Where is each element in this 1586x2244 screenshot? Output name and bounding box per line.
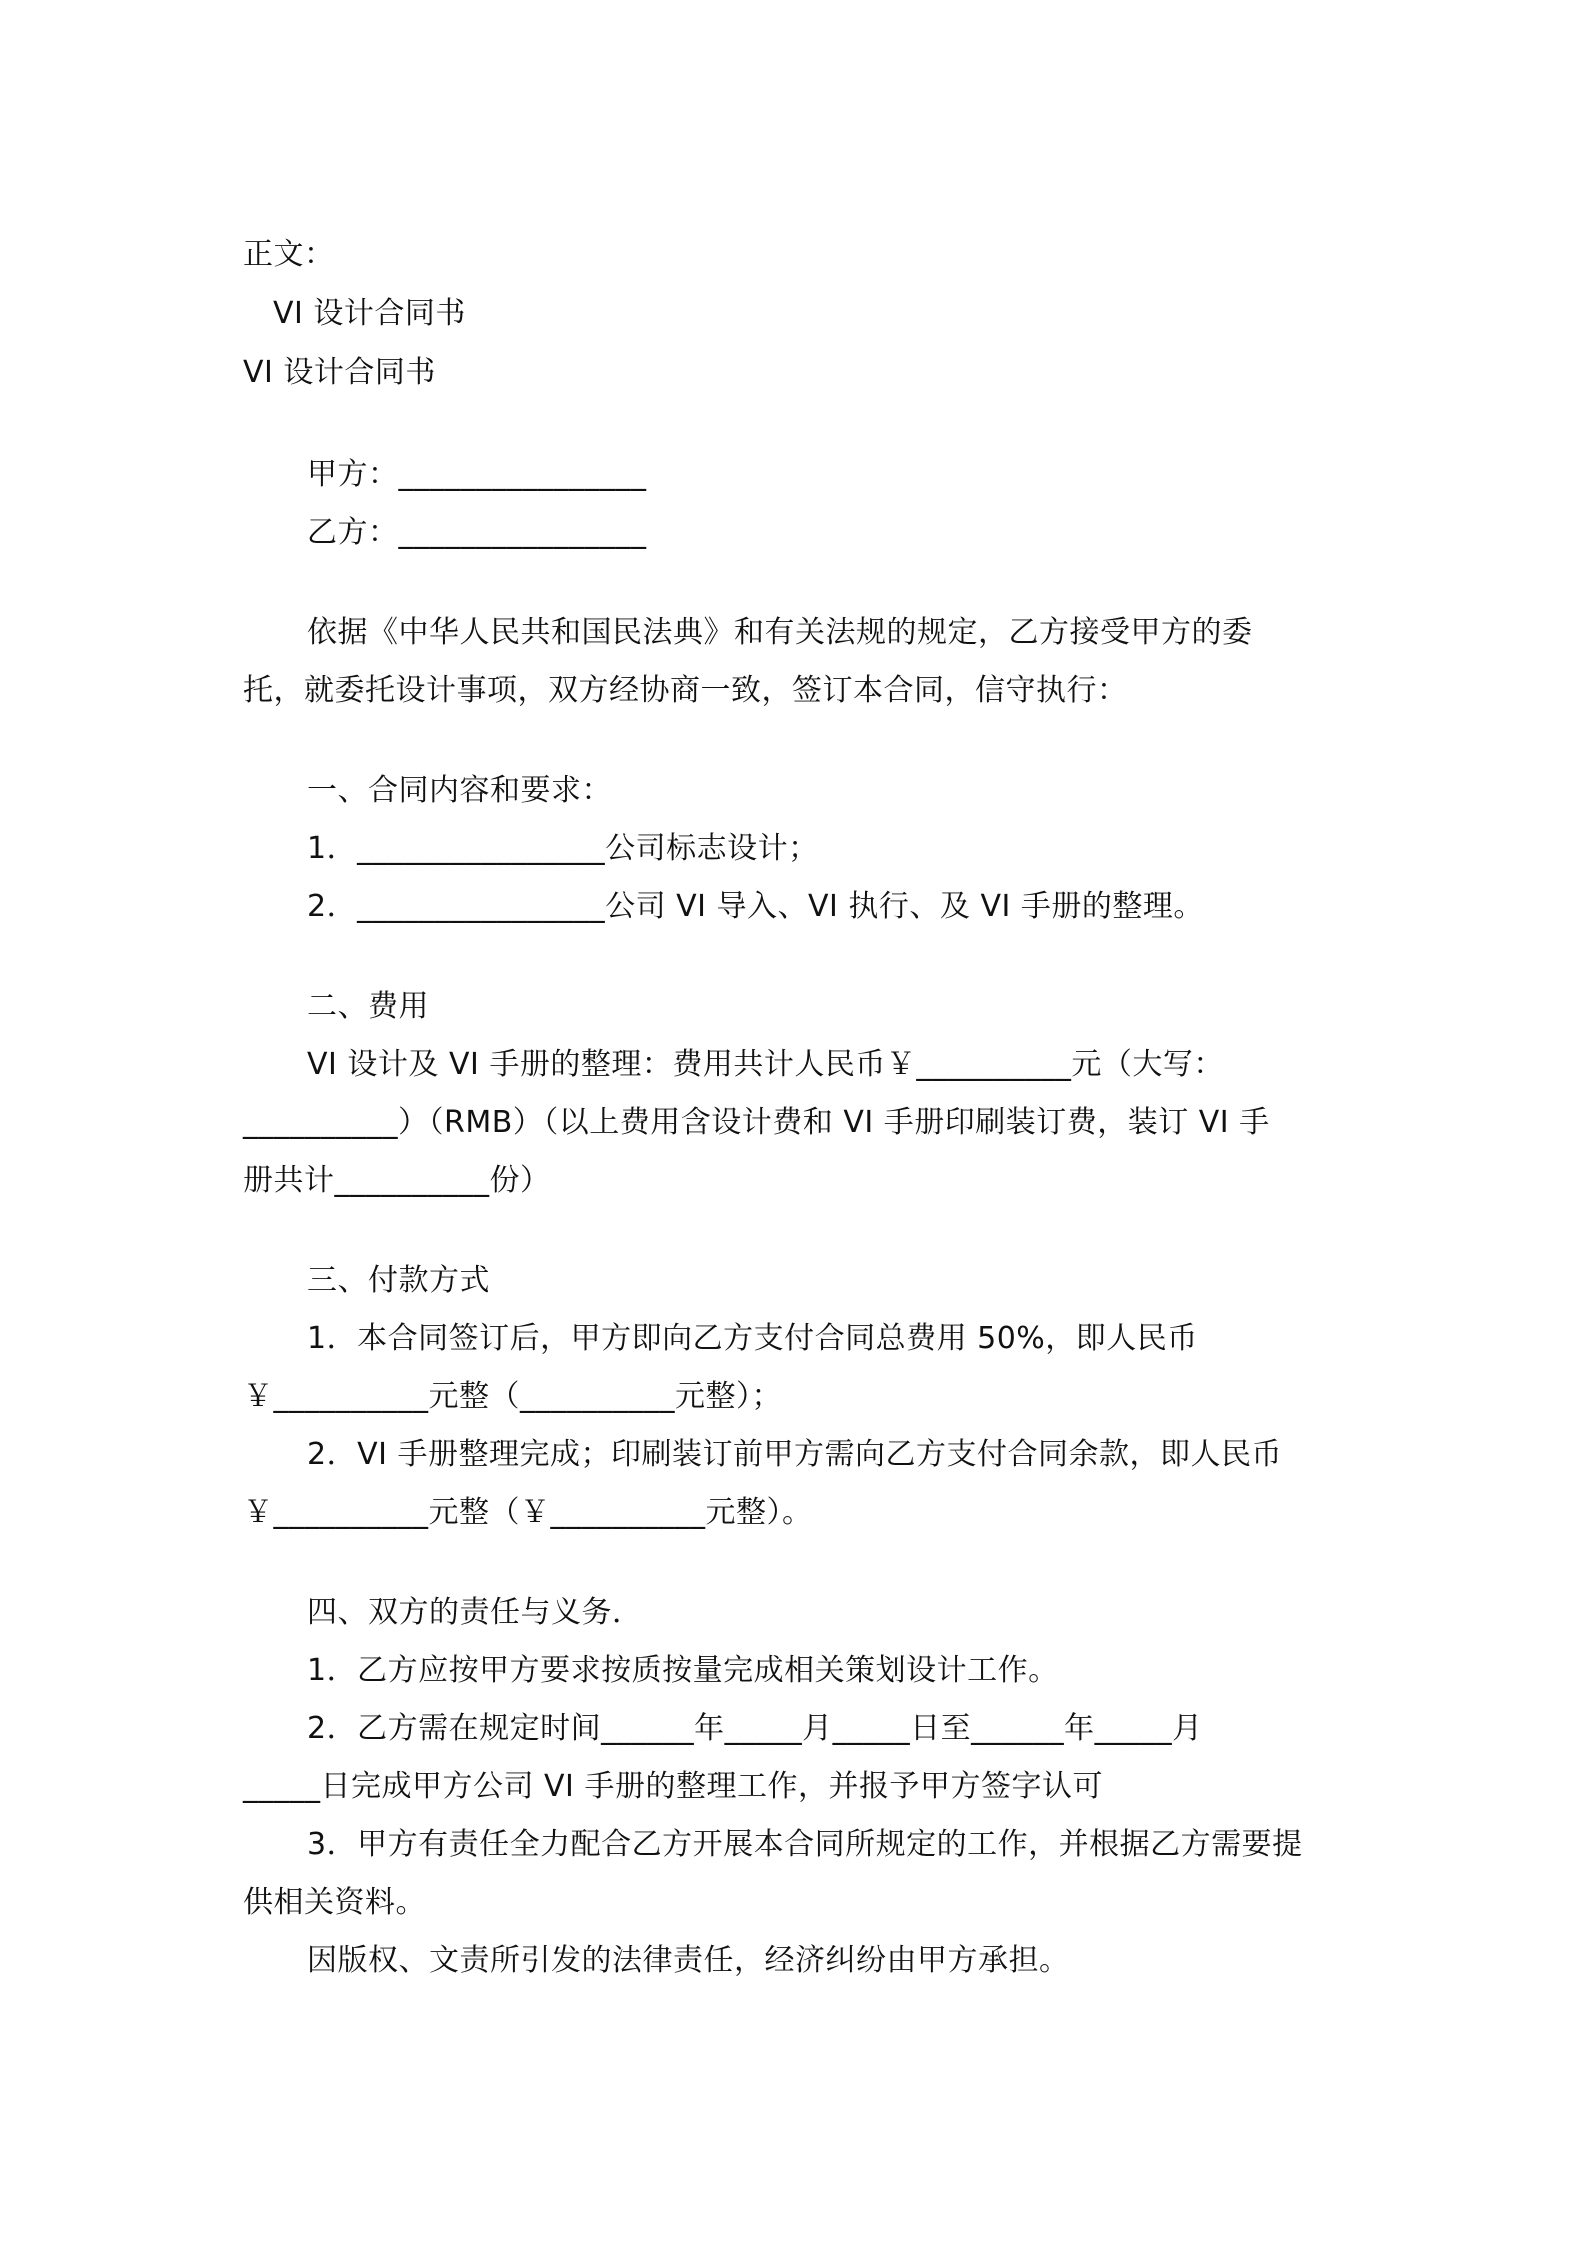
party-a-line: 甲方：________________ [307, 457, 647, 492]
contract-title-indented: VI 设计合同书 [273, 296, 466, 331]
section-2-heading: 二、费用 [307, 989, 429, 1024]
section-3-item-2-line-1: 2．VI 手册整理完成；印刷装订前甲方需向乙方支付合同余款，即人民币 [307, 1437, 1282, 1472]
section-1-item-2: 2．________________公司 VI 导入、VI 执行、及 VI 手册的整理。 [307, 889, 1204, 924]
section-4-item-3-line-1: 3．甲方有责任全力配合乙方开展本合同所规定的工作，并根据乙方需要提 [307, 1827, 1303, 1862]
section-4-item-1: 1．乙方应按甲方要求按质按量完成相关策划设计工作。 [307, 1653, 1059, 1688]
section-4-item-2-line-1: 2．乙方需在规定时间______年_____月_____日至______年_____月 [307, 1711, 1203, 1746]
preamble-line-2: 托，就委托设计事项，双方经协商一致，签订本合同，信守执行： [243, 673, 1128, 708]
section-4-item-3-line-2: 供相关资料。 [243, 1885, 426, 1920]
preamble-line-1: 依据《中华人民共和国民法典》和有关法规的规定，乙方接受甲方的委 [307, 615, 1253, 650]
section-1-heading: 一、合同内容和要求： [307, 773, 612, 808]
section-3-item-1-line-1: 1．本合同签订后，甲方即向乙方支付合同总费用 50%，即人民币 [307, 1321, 1198, 1356]
section-2-line-3: 册共计__________份） [243, 1163, 551, 1198]
party-b-line: 乙方：________________ [307, 515, 647, 550]
section-3-heading: 三、付款方式 [307, 1263, 490, 1298]
section-1-item-1: 1．________________公司标志设计； [307, 831, 819, 866]
section-2-line-1: VI 设计及 VI 手册的整理：费用共计人民币￥__________元（大写： [307, 1047, 1224, 1082]
section-3-item-2-line-2: ￥__________元整（￥__________元整）。 [243, 1495, 813, 1530]
section-4-heading: 四、双方的责任与义务． [307, 1595, 643, 1630]
body-label: 正文： [243, 237, 335, 272]
section-4-item-2-line-2: _____日完成甲方公司 VI 手册的整理工作，并报予甲方签字认可 [243, 1769, 1103, 1804]
section-2-line-2: __________）（RMB）（以上费用含设计费和 VI 手册印刷装订费，装订 VI 手 [243, 1105, 1270, 1140]
section-3-item-1-line-2: ￥__________元整（__________元整）； [243, 1379, 782, 1414]
section-4-liability: 因版权、文责所引发的法律责任，经济纠纷由甲方承担。 [307, 1943, 1070, 1978]
contract-title: VI 设计合同书 [243, 355, 436, 390]
